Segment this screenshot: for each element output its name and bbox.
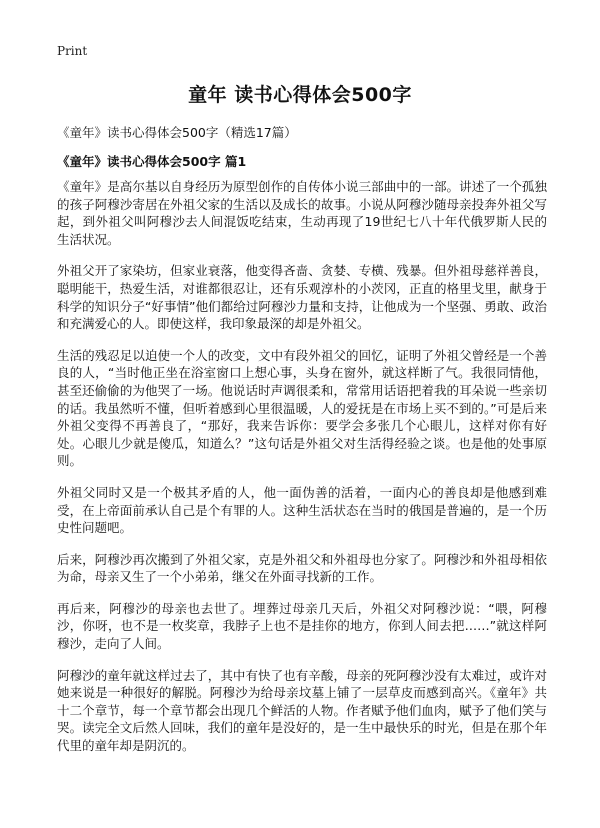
paragraph: 阿穆沙的童年就这样过去了，其中有快了也有辛酸，母亲的死阿穆沙没有太难过，或许对她来说是一种很好的解脱。阿穆沙为给母亲坟墓上铺了一层草皮而感到高兴。《童年》共十二个章节，每一个章节都会出现几个鲜活的人物。作者赋予他们血肉，赋予了他们笑与哭。读完全文后然人回味，我们的童年是没好的，是一生中最快乐的时光，但是在那个年代里的童年却是阴沉的。 [57,667,547,754]
paragraph: 《童年》是高尔基以自身经历为原型创作的自传体小说三部曲中的一部。讲述了一个孤独的孩子阿穆沙寄居在外祖父家的生活以及成长的故事。小说从阿穆沙随母亲投奔外祖父写起，到外祖父叫阿穆沙去人间混饭吃结束，生动再现了19世纪七八十年代俄罗斯人民的生活状况。 [57,179,547,247]
paragraph: 再后来，阿穆沙的母亲也去世了。埋葬过母亲几天后，外祖父对阿穆沙说：“喂，阿穆沙，你呀，也不是一枚奖章，我脖子上也不是挂你的地方，你到人间去把……”就这样阿穆沙，走向了人间。 [57,600,547,652]
print-link[interactable]: Print [57,44,88,58]
page-title: 童年 读书心得体会500字 [188,84,412,106]
paragraph: 后来，阿穆沙再次搬到了外祖父家，克是外祖父和外祖母也分家了。阿穆沙和外祖母相依为命，母亲又生了一个小弟弟，继父在外面寻找新的工作。 [57,551,547,585]
article-body [57,178,547,769]
paragraph: 外祖父同时又是一个极其矛盾的人，他一面伪善的活着，一面内心的善良却是他感到难受，在上帝面前承认自己是个有罪的人。这种生活状态在当时的俄国是普遍的，是一个历史性问题吧。 [57,484,547,536]
document-subtitle: 《童年》读书心得体会500字（精选17篇） [57,125,297,140]
paragraph: 生活的残忍足以迫使一个人的改变，文中有段外祖父的回忆，证明了外祖父曾经是一个善良的人，“当时他正坐在浴室窗口上想心事，头身在窗外，就这样断了气。我很同情他，甚至还偷偷的为他哭了一场。他说话时声调很柔和，常常用话语把着我的耳朵说一些亲切的话。我虽然听不懂，但听着感到心里很温暖，人的爱抚是在市场上买不到的。”可是后来外祖父变得不再善良了，“那好，我来告诉你：要学会多张几个心眼儿，这样对你有好处。心眼儿少就是傻瓜，知道么？”这句话是外祖父对生活得经验之谈。也是他的处事原则。 [57,347,547,469]
paragraph: 外祖父开了家染坊，但家业衰落，他变得吝啬、贪婪、专横、残暴。但外祖母慈祥善良，聪明能干，热爱生活，对谁都很忍让，还有乐观淳朴的小茨冈，正直的格里戈里，献身于科学的知识分子“好事情”他们都给过阿穆沙力量和支持，让他成为一个坚强、勇敢、政治和充满爱心的人。即使这样，我印象最深的却是外祖父。 [57,263,547,332]
section-heading: 《童年》读书心得体会500字 篇1 [57,154,247,169]
